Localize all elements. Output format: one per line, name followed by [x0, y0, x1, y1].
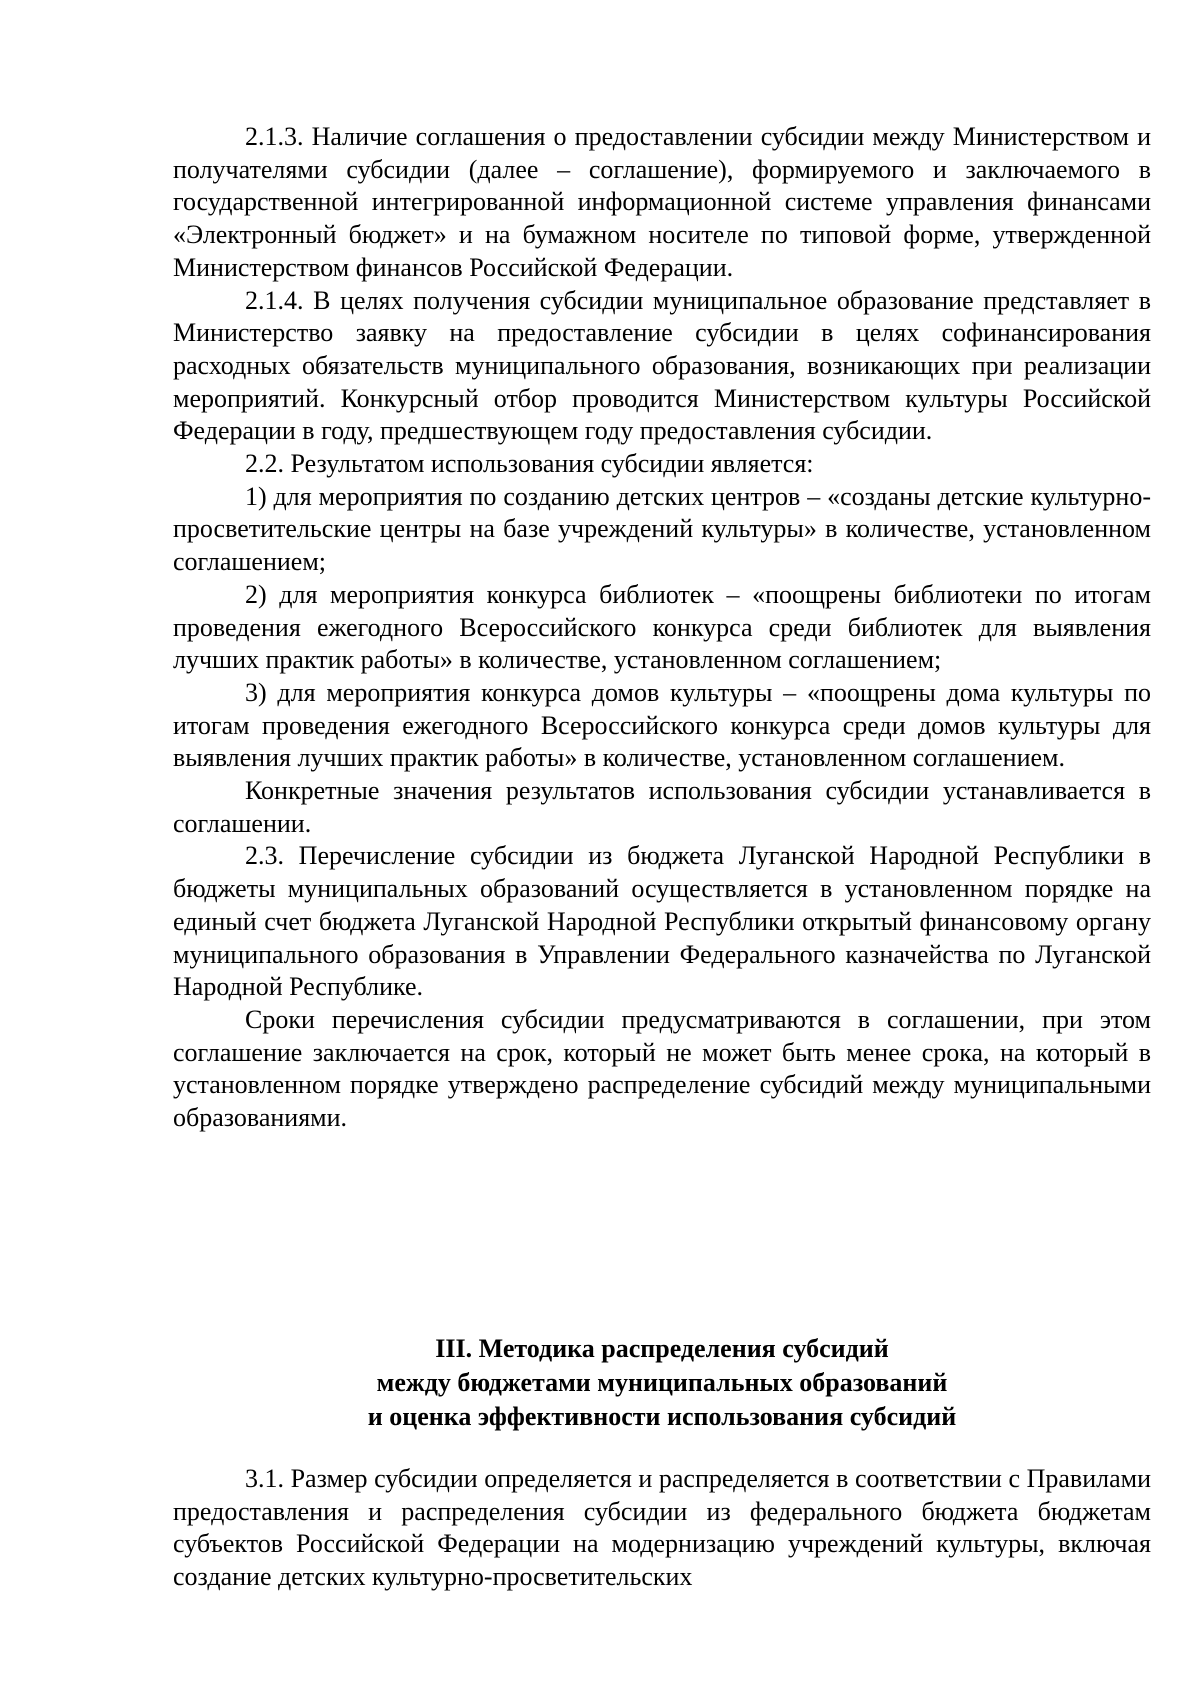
- body-text-section-2: [173, 121, 1151, 1135]
- section-3-heading-line-2: между бюджетами муниципальных образований: [376, 1368, 948, 1397]
- paragraph-2-2-item-3: 3) для мероприятия конкурса домов культуры – «поощрены дома культуры по итогам проведения ежегодного Всероссийского конкурса среди домов культуры для выявления лучших практик работы» в количестве, установленном соглашением.: [173, 677, 1151, 773]
- paragraph-2-1-3: 2.1.3. Наличие соглашения о предоставлении субсидии между Министерством и получателями субсидии (далее – соглашение), формируемого и заключаемого в государственной интегрированной информационной системе управления финансами «Электронный бюджет» и на бумажном носителе по типовой форме, утвержденной Министерством финансов Российской Федерации.: [173, 122, 1151, 282]
- paragraph-2-2-item-2: 2) для мероприятия конкурса библиотек – «поощрены библиотеки по итогам проведения ежегодного Всероссийского конкурса среди библиотек для выявления лучших практик работы» в количестве, установленном соглашением;: [173, 579, 1151, 675]
- paragraph-3-1: 3.1. Размер субсидии определяется и распределяется в соответствии с Правилами предоставления и распределения субсидии из федерального бюджета бюджетам субъектов Российской Федерации на модернизацию учреждений культуры, включая создание детских культурно-просветительских: [173, 1464, 1151, 1592]
- paragraph-transfer-terms: Сроки перечисления субсидии предусматриваются в соглашении, при этом соглашение заключается на срок, который не может быть менее срока, на который в установленном порядке утверждено распределение субсидий между муниципальными образованиями.: [173, 1004, 1151, 1133]
- section-3-heading: [173, 1332, 1151, 1434]
- paragraph-result-values: Конкретные значения результатов использования субсидии устанавливается в соглашении.: [173, 776, 1151, 838]
- paragraph-2-2: 2.2. Результатом использования субсидии является:: [245, 449, 814, 479]
- section-3-heading-line-3: и оценка эффективности использования субсидий: [367, 1402, 957, 1431]
- paragraph-2-2-item-1: 1) для мероприятия по созданию детских центров – «созданы детские культурно-просветительские центры на базе учреждений культуры» в количестве, установленном соглашением;: [173, 481, 1151, 577]
- paragraph-2-1-4: 2.1.4. В целях получения субсидии муниципальное образование представляет в Министерство заявку на предоставление субсидии в целях софинансирования расходных обязательств муниципального образования, возникающих при реализации мероприятий. Конкурсный отбор проводится Министерством культуры Российской Федерации в году, предшествующем году предоставления субсидии.: [173, 285, 1151, 446]
- body-text-section-3: [173, 1463, 1151, 1594]
- paragraph-2-3: 2.3. Перечисление субсидии из бюджета Луганской Народной Республики в бюджеты муниципальных образований осуществляется в установленном порядке на единый счет бюджета Луганской Народной Республики открытый финансовому органу муниципального образования в Управлении Федерального казначейства по Луганской Народной Республике.: [173, 841, 1151, 1002]
- section-3-heading-line-1: III. Методика распределения субсидий: [435, 1334, 889, 1363]
